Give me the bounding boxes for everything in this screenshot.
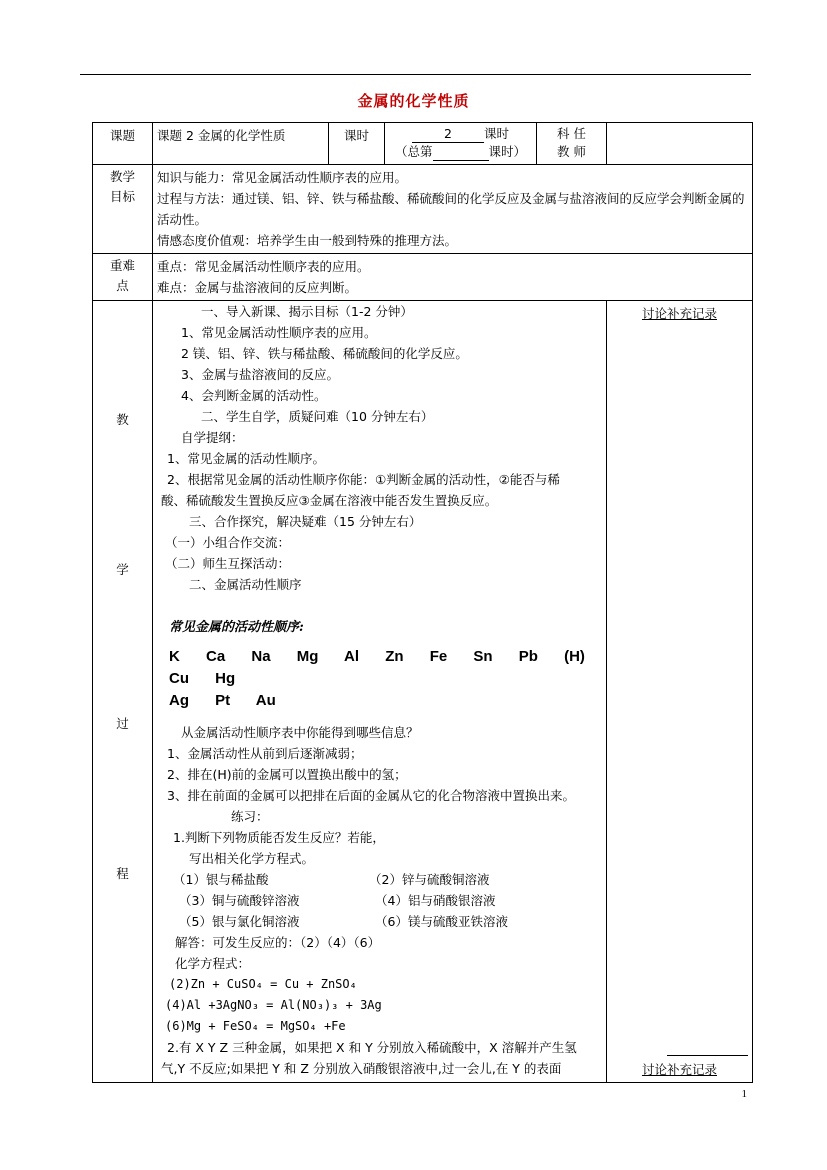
- process-line: 一、导入新课、揭示目标（1-2 分钟）: [201, 304, 413, 319]
- question-1-line2: 写出相关化学方程式。: [189, 851, 315, 866]
- period-total-blank: [433, 143, 489, 161]
- period-cell: [385, 123, 537, 165]
- teacher-label-line1: 科 任: [557, 126, 586, 141]
- option: （4）铝与硝酸银溶液: [375, 893, 496, 908]
- metal-symbol: K: [169, 648, 180, 665]
- equation: (2)Zn + CuSO₄ = Cu + ZnSO₄: [169, 977, 357, 991]
- period-total-suffix: 课时）: [488, 144, 527, 159]
- period-value: 2: [412, 125, 484, 143]
- info-item: 2、排在(H)前的金属可以置换出酸中的氢；: [167, 767, 407, 782]
- goals-label: [93, 165, 153, 254]
- difficulty-point: 难点：金属与盐溶液间的反应判断。: [157, 280, 358, 295]
- teacher-label: [537, 123, 607, 165]
- process-line: 酸、稀硫酸发生置换反应③金属在溶液中能否发生置换反应。: [161, 493, 498, 508]
- process-line: 4、会判断金属的活动性。: [181, 388, 327, 403]
- metal-symbol: Au: [255, 692, 276, 709]
- process-line: 自学提纲：: [181, 430, 244, 445]
- info-item: 1、金属活动性从前到后逐渐减弱；: [167, 746, 363, 761]
- equation: (6)Mg + FeSO₄ = MgSO₄ +Fe: [165, 1019, 346, 1033]
- metal-symbol: Zn: [385, 648, 404, 665]
- goal-line: 过程与方法：通过镁、铝、锌、铁与稀盐酸、稀硫酸间的化学反应及金属与盐溶液间的反应学会判断金属的活动性。: [157, 191, 745, 227]
- process-line: 2、根据常见金属的活动性顺序你能：①判断金属的活动性，②能否与稀: [167, 472, 560, 487]
- notes-label-top: 讨论补充记录: [641, 306, 717, 321]
- metal-symbol: Ag: [169, 692, 189, 709]
- key-points-label-line2: 点: [116, 278, 129, 293]
- goals-row: [93, 165, 753, 254]
- lesson-plan-table: [92, 122, 753, 1083]
- practice-label: 练习：: [231, 809, 269, 824]
- course-label: 课题: [93, 123, 153, 165]
- metal-symbol: Na: [251, 648, 271, 665]
- question-2-line2: 气,Y 不反应;如果把 Y 和 Z 分别放入硝酸银溶液中,过一会儿,在 Y 的表面: [161, 1061, 562, 1076]
- goals-label-line2: 目标: [109, 189, 135, 204]
- option-row: [161, 911, 602, 932]
- process-line: 3、金属与盐溶液间的反应。: [181, 367, 339, 382]
- metal-series-row1: [169, 646, 602, 690]
- process-line: （一）小组合作交流：: [165, 535, 291, 550]
- metal-symbol: Al: [344, 648, 360, 665]
- equation-label: 化学方程式：: [175, 956, 251, 971]
- key-points-row: [93, 254, 753, 301]
- course-row: [93, 123, 753, 165]
- metal-symbol: (H): [564, 648, 585, 665]
- process-label-char: 程: [116, 866, 129, 881]
- period-total-prefix: （总第: [394, 144, 433, 159]
- process-line: 2 镁、铝、锌、铁与稀盐酸、稀硫酸间的化学反应。: [181, 346, 468, 361]
- option-row: [161, 890, 602, 911]
- header-rule: [80, 74, 751, 75]
- metal-symbol: Ca: [206, 648, 226, 665]
- metal-symbol: Pb: [518, 648, 538, 665]
- option: （6）镁与硫酸亚铁溶液: [375, 914, 508, 929]
- notes-rule: [667, 1055, 748, 1056]
- period-unit: 课时: [483, 126, 509, 141]
- period-label: 课时: [329, 123, 385, 165]
- metal-symbol: Fe: [429, 648, 448, 665]
- option: （3）铜与硫酸锌溶液: [179, 893, 300, 908]
- metal-symbol: Cu: [169, 670, 189, 687]
- process-line: 二、金属活动性顺序: [189, 577, 302, 592]
- metal-symbol: Hg: [215, 670, 236, 687]
- metal-symbol: Sn: [473, 648, 493, 665]
- process-line: （二）师生互探活动：: [165, 556, 291, 571]
- goals-content: [153, 165, 753, 254]
- info-question: 从金属活动性顺序表中你能得到哪些信息？: [181, 725, 419, 740]
- key-point: 重点：常见金属活动性顺序表的应用。: [157, 259, 370, 274]
- key-points-content: [153, 254, 753, 301]
- teacher-value: [607, 123, 753, 165]
- key-points-label-line1: 重难: [109, 258, 135, 273]
- page-number: 1: [741, 1088, 747, 1100]
- process-label: [93, 301, 153, 1083]
- key-points-label: [93, 254, 153, 301]
- process-line: 三、合作探究，解决疑难（15 分钟左右）: [189, 514, 422, 529]
- process-line: 1、常见金属活动性顺序表的应用。: [181, 325, 377, 340]
- process-line: 二、学生自学，质疑问难（10 分钟左右）: [201, 409, 434, 424]
- equation: (4)Al +3AgNO₃ = Al(NO₃)₃ + 3Ag: [165, 998, 382, 1012]
- process-label-char: 过: [116, 716, 129, 731]
- info-item: 3、排在前面的金属可以把排在后面的金属从它的化合物溶液中置换出来。: [167, 788, 575, 803]
- option: （1）银与稀盐酸: [173, 872, 269, 887]
- process-row: [93, 301, 753, 1083]
- goals-label-line1: 教学: [109, 169, 135, 184]
- activity-series-heading: 常见金属的活动性顺序:: [169, 620, 304, 635]
- course-value: 课题 2 金属的化学性质: [153, 123, 329, 165]
- metal-symbol: Pt: [215, 692, 231, 709]
- notes-column: [607, 301, 753, 1083]
- metal-symbol: Mg: [296, 648, 319, 665]
- option-row: [161, 869, 602, 890]
- metal-series: [169, 646, 602, 712]
- option: （2）锌与硫酸铜溶液: [369, 872, 490, 887]
- goal-line: 知识与能力：常见金属活动性顺序表的应用。: [157, 170, 408, 185]
- process-content: [153, 301, 607, 1083]
- process-label-char: 学: [116, 562, 129, 577]
- metal-series-row2: [169, 690, 602, 712]
- teacher-label-line2: 教 师: [557, 144, 586, 159]
- process-line: 1、常见金属的活动性顺序。: [167, 451, 325, 466]
- notes-label-bottom: 讨论补充记录: [641, 1062, 717, 1077]
- option: （5）银与氯化铜溶液: [179, 914, 300, 929]
- answer: 解答：可发生反应的：（2）（4）（6）: [175, 935, 381, 950]
- page-title: 金属的化学性质: [357, 92, 470, 110]
- question-1-line1: 1.判断下列物质能否发生反应？若能，: [173, 830, 385, 845]
- process-label-char: 教: [116, 412, 129, 427]
- question-2-line1: 2.有 X Y Z 三种金属，如果把 X 和 Y 分别放入稀硫酸中，X 溶解并产生氢: [167, 1040, 577, 1055]
- goal-line: 情感态度价值观：培养学生由一般到特殊的推理方法。: [157, 233, 458, 248]
